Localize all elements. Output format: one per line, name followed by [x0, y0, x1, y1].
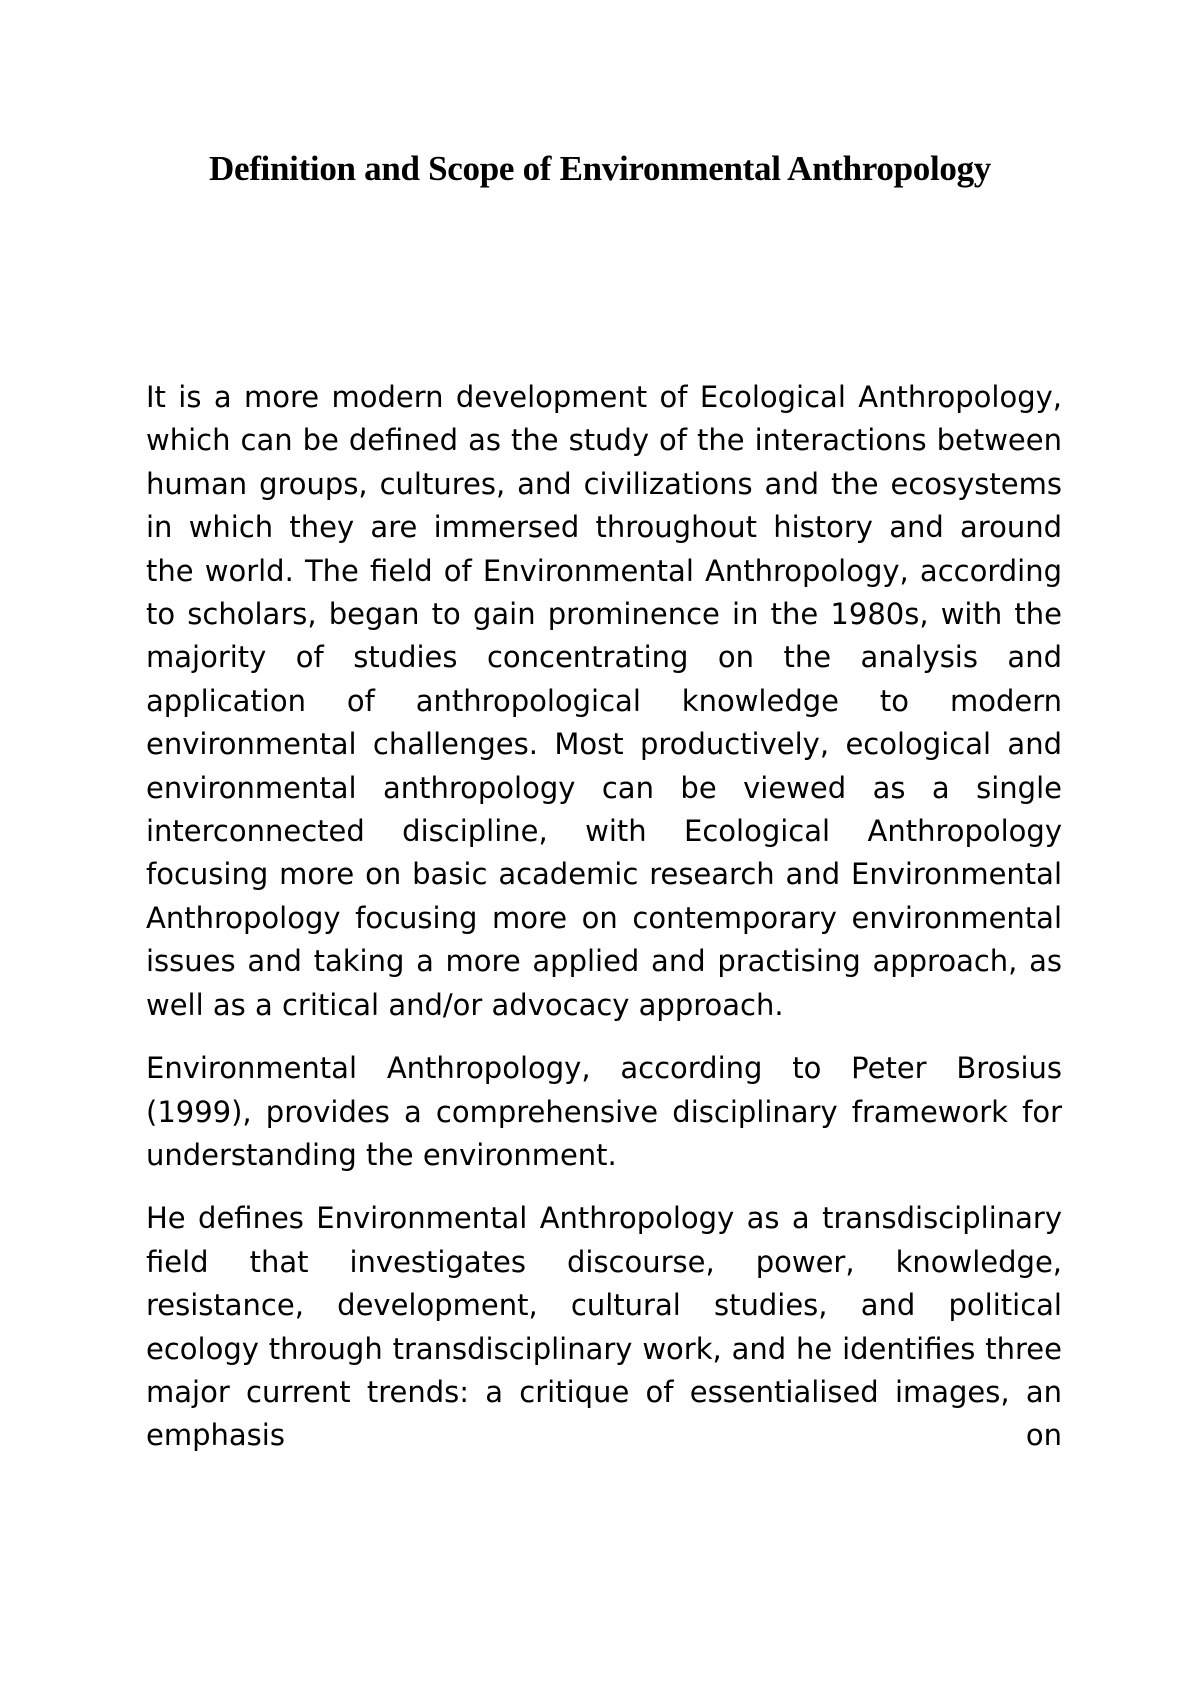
paragraph-transdisciplinary-field: He defines Environmental Anthropology as a transdisciplinary field that investigates discourse, power, knowledge, resistance, development, cultural studies, and political ecology through transdisciplinary work, and he identifies three major current trends: a critique of essentialised images, an emphasis on — [146, 1201, 1062, 1453]
document-title: Definition and Scope of Environmental Anthropology — [208, 149, 992, 188]
document-body — [146, 376, 1062, 1478]
paragraph-brosius: Environmental Anthropology, according to Peter Brosius (1999), provides a comprehensive disciplinary framework for understanding the environment. — [146, 1051, 1062, 1172]
paragraph-ecological-anthropology: It is a more modern development of Ecological Anthropology, which can be defined as the study of the interactions between human groups, cultures, and civilizations and the ecosystems in which they are immersed throughout history and around the world. The field of Environmental Anthropology, according to scholars, began to gain prominence in the 1980s, with the majority of studies concentrating on the analysis and application of anthropological knowledge to modern environmental challenges. Most productively, ecological and environmental anthropology can be viewed as a single interconnected discipline, with Ecological Anthropology focusing more on basic academic research and Environmental Anthropology focusing more on contemporary environmental issues and taking a more applied and practising approach, as well as a critical and/or advocacy approach. — [146, 380, 1062, 1022]
